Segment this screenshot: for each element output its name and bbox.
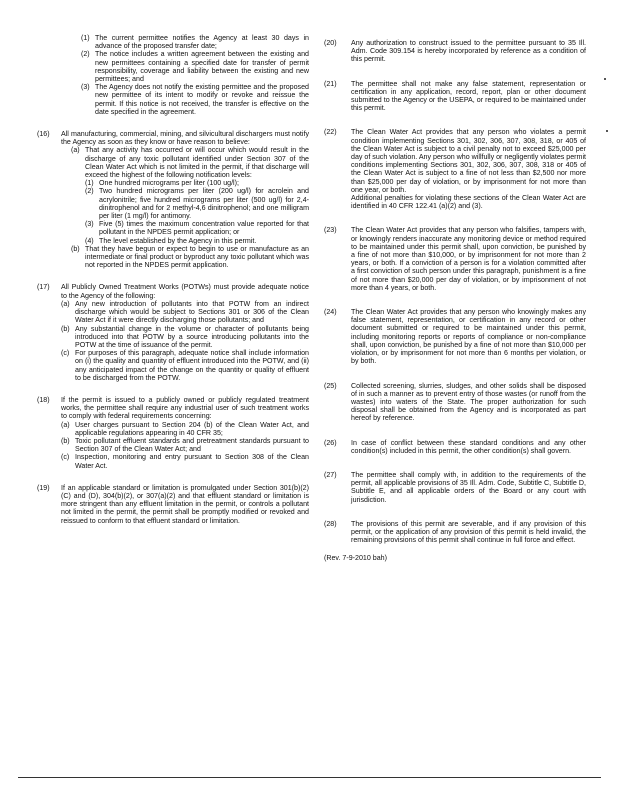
subitem-text: The Agency does not notify the existing permittee and the proposed new permittee of its intent to modify or revoke and reissue the permit. If this notice is not received, the transfer is effective on the date specified in the agreement. [95, 83, 309, 116]
subitem-text: That they have begun or expect to begin to use or manufacture as an intermediate or final product or byproduct any toxic pollutant which was not reported in the NPDES permit application. [85, 244, 309, 270]
subitem-label: (b) [71, 244, 80, 253]
condition-16-b [71, 245, 309, 270]
condition-22 [324, 128, 586, 210]
subitem-label: (b) [61, 436, 70, 445]
condition-text: All manufacturing, commercial, mining, and silvicultural dischargers must notify the Agency as soon as they know or have reason to believe: [61, 130, 309, 147]
subitem-text: That any activity has occurred or will occur which would result in the discharge of any toxic pollutant identified under Section 307 of the Clean Water Act which is not limited in the permit, if that discharge will exceed the highest of the following notification levels: [85, 146, 309, 180]
subitem-text: Toxic pollutant effluent standards and pretreatment standards pursuant to Section 307 of the Clean Water Act; and [75, 436, 309, 454]
subitem-text: The notice includes a written agreement between the existing and new permittees containing a specified date for transfer of permit responsibility, coverage and liability between the existing and new permittees; and [95, 50, 309, 84]
condition-number: (26) [324, 438, 337, 447]
condition-18-a [61, 421, 309, 437]
subitem-label: (a) [71, 146, 80, 155]
condition-text: The Clean Water Act provides that any person who violates a permit condition implementing Sections 301, 302, 306, 307, 308, 318, or 405 of the Clean Water Act is subject to a civil penalty not to exceed $25,000 per day of such violation. Any person who willfully or negligently violates permit conditions implementing Sections 301, 302, 306, 307, 308, 318 or 405 of the Clean Water Act is subject to a fine of not less than $2,500 nor more than $25,000 per day of violation, or by imprisonment for not more than one year, or both. [351, 128, 587, 194]
level-label: (4) [85, 236, 94, 245]
condition-17-b [61, 325, 309, 350]
condition-24 [324, 308, 586, 365]
subitem-label: (3) [81, 83, 90, 92]
condition-number: (20) [324, 39, 337, 47]
condition-extra-text: Additional penalties for violating these sections of the Clean Water Act are identified in 40 CFR 122.41 (a)(2) and (3). [351, 194, 586, 211]
subitem-label: (c) [61, 453, 70, 462]
condition-19 [37, 484, 309, 525]
condition-16 [37, 130, 309, 269]
condition-text: The provisions of this permit are severable, and if any provision of this permit, or the application of any provision of this permit is held invalid, the remaining provisions of this permit shall continue in full force and effect. [351, 519, 586, 545]
condition-number: (28) [324, 519, 337, 528]
condition-number: (24) [324, 308, 337, 317]
subitem-text: Inspection, monitoring and entry pursuant to Section 308 of the Clean Water Act. [75, 453, 309, 470]
condition-text: The Clean Water Act provides that any person who knowingly makes any false statement, representation, or certification in any record or other document submitted or required to be maintained under this permit, including monitoring reports or reports of compliance or non-compliance shall, upon conviction, be punished by a fine of not more than $10,000 per violation, or by imprisonment for not more than 6 months per violation, or by both. [351, 308, 586, 366]
condition-number: (21) [324, 79, 337, 88]
condition-23 [324, 226, 586, 292]
condition-18-b [61, 437, 309, 453]
notification-level [85, 187, 309, 220]
subitem-label: (a) [61, 420, 70, 429]
scan-speck [604, 78, 606, 80]
condition-20 [324, 39, 586, 64]
notification-level [85, 179, 309, 187]
condition-number: (19) [37, 483, 50, 492]
revision-note: (Rev. 7-9-2010 bah) [324, 554, 387, 563]
notification-level [85, 220, 309, 236]
condition-text: The permittee shall not make any false statement, representation or certification in any application, record, report, plan or other document submitted to the Agency or the USEPA, or required to be maintained under this permit. [351, 79, 586, 113]
right-column [324, 39, 586, 563]
condition-number: (23) [324, 226, 337, 235]
condition-18-c [61, 453, 309, 469]
condition-17-c [61, 349, 309, 382]
condition-number: (22) [324, 128, 337, 137]
left-column [37, 34, 309, 529]
subitem-label: (1) [81, 34, 90, 42]
level-text: The level established by the Agency in this permit. [99, 236, 257, 245]
subitem-label: (a) [61, 299, 70, 308]
subitem-text: The current permittee notifies the Agency at least 30 days in advance of the proposed transfer date; [95, 34, 309, 51]
condition-21 [324, 80, 586, 113]
condition-text: In case of conflict between these standard conditions and any other condition(s) included in this permit, the other condition(s) shall govern. [351, 438, 586, 455]
condition-17 [37, 283, 309, 381]
condition-number: (17) [37, 283, 50, 292]
page-bottom-rule [18, 777, 601, 778]
scan-speck [606, 130, 608, 132]
condition-text: If the permit is issued to a publicly owned or publicly regulated treatment works, the permittee shall require any industrial user of such treatment works to comply with federal requirements concerning: [61, 395, 309, 421]
condition-text: Collected screening, slurries, sludges, and other solids shall be disposed of in such a manner as to prevent entry of those wastes (or runoff from the wastes) into waters of the State. The proper authorization for such disposal shall be obtained from the Agency and is incorporated as part hereof by reference. [351, 381, 586, 423]
subitem-label: (b) [61, 324, 70, 333]
subitem-text: User charges pursuant to Section 204 (b) of the Clean Water Act, and applicable regulations appearing in 40 CFR 35; [75, 420, 309, 437]
notification-level [85, 237, 309, 245]
condition-number: (18) [37, 395, 50, 404]
intro-subitem [81, 83, 309, 116]
subitem-text: Any substantial change in the volume or character of pollutants being introduced into that POTW by a source introducing pollutants into the POTW at the time of issuance of the permit. [75, 324, 309, 349]
condition-text: If an applicable standard or limitation is promulgated under Section 301(b)(2)(C) and (D), 304(b)(2), or 307(a)(2) and that effluent standard or limitation is more stringent than any effluent limitation in the permit, or controls a pollutant not limited in the permit, the permit shall be promptly modified or revoked and reissued to conform to that effluent standard or limitation. [61, 483, 309, 525]
condition-text: The permittee shall comply with, in addition to the requirements of the permit, all applicable provisions of 35 Ill. Adm. Code, Subtitle C, Subtitle D, Subtitle E, and all applicable orders of the Board or any court with jurisdiction. [351, 470, 586, 504]
condition-number: (16) [37, 130, 50, 139]
level-label: (1) [85, 179, 94, 188]
level-text: One hundred micrograms per liter (100 ug/l); [99, 179, 239, 188]
condition-27 [324, 471, 586, 504]
condition-text: All Publicly Owned Treatment Works (POTWs) must provide adequate notice to the Agency of the following: [61, 283, 309, 300]
condition-text: Any authorization to construct issued to the permittee pursuant to 35 Ill. Adm. Code 309.154 is hereby incorporated by reference as a condition of this permit. [351, 39, 586, 64]
intro-subitems [81, 34, 309, 116]
subitem-text: Any new introduction of pollutants into that POTW from an indirect discharge which would be subject to Sections 301 or 306 of the Clean Water Act if it were directly discharging those pollutants; and [75, 299, 309, 325]
subitem-text: For purposes of this paragraph, adequate notice shall include information on (i) the quality and quantity of effluent introduced into the POTW, and (ii) any anticipated impact of the change on the quantity or quality of effluent to be discharged from the POTW. [75, 349, 309, 382]
subitem-label: (c) [61, 349, 70, 358]
condition-17-a [61, 300, 309, 325]
condition-16-a [71, 146, 309, 244]
condition-28 [324, 520, 586, 545]
intro-subitem [81, 50, 309, 83]
level-text: Two hundred micrograms per liter (200 ug/l) for acrolein and acrylonitrile; five hundred micrograms per liter (500 ug/l) for 2,4-dinitrophenol and for 2 methyl-4,6 dinitrophenol; and one milligram per liter (1 mg/l) for antimony. [99, 187, 309, 221]
condition-18 [37, 396, 309, 470]
subitem-label: (2) [81, 50, 90, 59]
condition-text: The Clean Water Act provides that any person who falsifies, tampers with, or knowingly renders inaccurate any monitoring device or method required to be maintained under this permit shall, upon conviction, be punished by a fine of not more than $10,000, or by imprisonment for not more than 2 years, or both. If a conviction of a person is for a violation committed after a first conviction of such person under this paragraph, punishment is a fine of not more than $20,000 per day of violation, or by imprisonment of not more than 4 years, or both. [351, 226, 586, 292]
condition-25 [324, 382, 586, 423]
condition-number: (25) [324, 381, 337, 390]
level-label: (2) [85, 187, 94, 196]
condition-number: (27) [324, 470, 337, 479]
level-label: (3) [85, 220, 94, 229]
level-text: Five (5) times the maximum concentration value reported for that pollutant in the NPDES permit application; or [99, 220, 309, 237]
intro-subitem [81, 34, 309, 50]
condition-26 [324, 439, 586, 455]
